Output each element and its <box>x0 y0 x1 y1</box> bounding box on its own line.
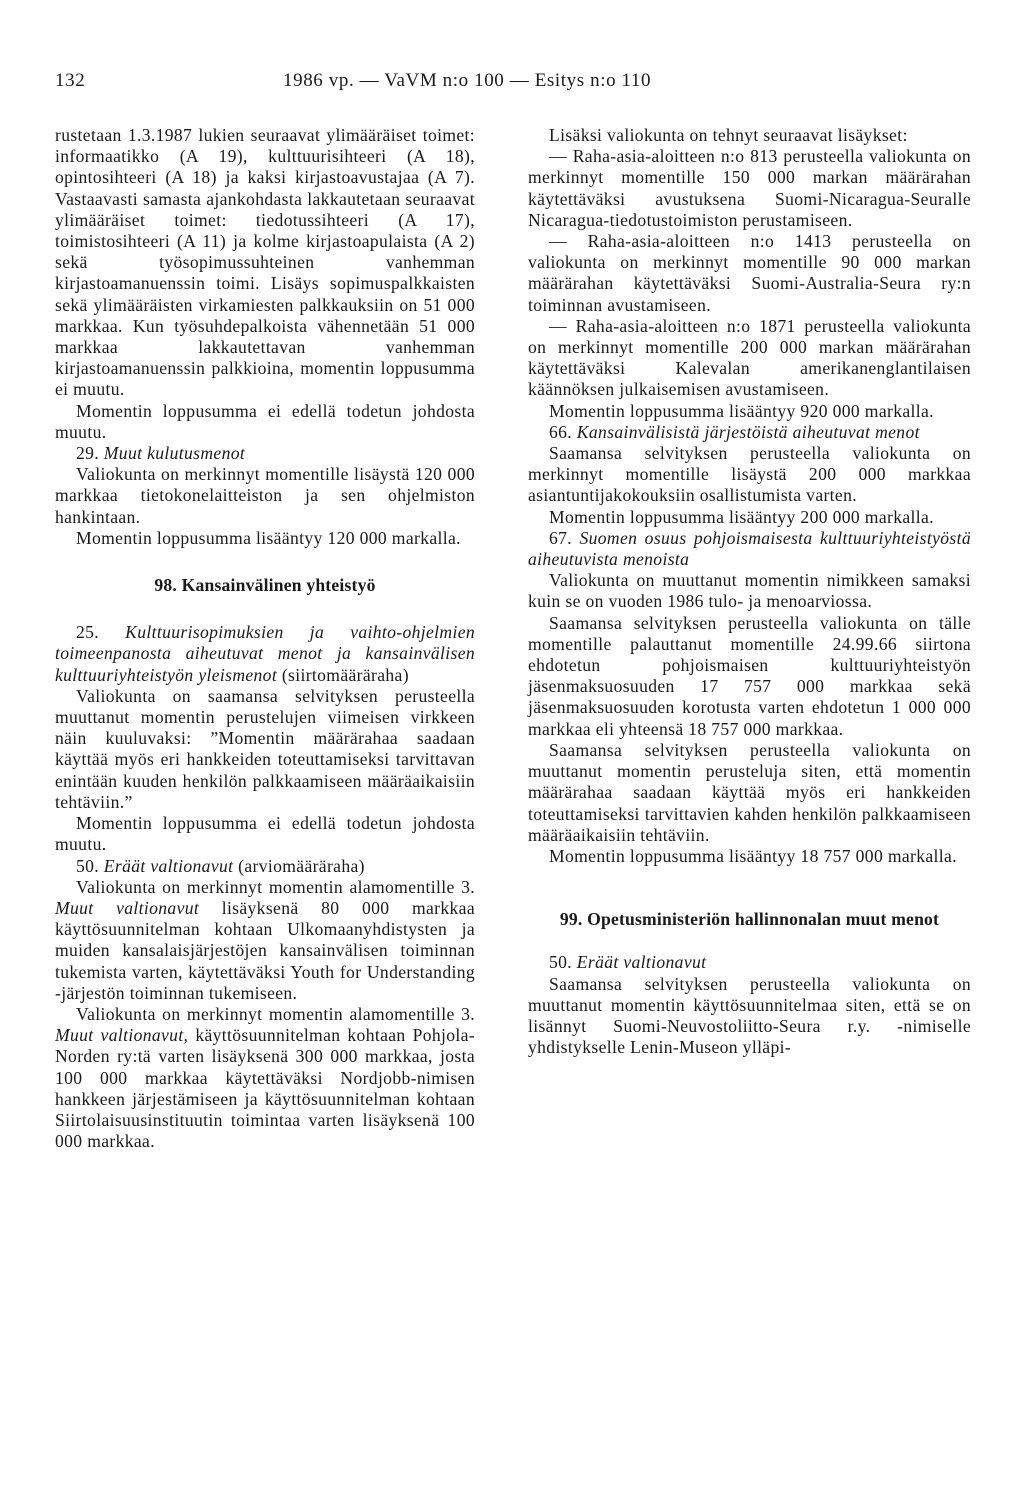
item-heading <box>55 622 475 686</box>
paragraph: Saamansa selvityksen perusteella valiokunta on merkinnyt momentille lisäystä 200 000 markkaa asiantuntijakokouksiin osallistumista varten. <box>528 443 971 506</box>
inline-title: Muut valtionavut <box>55 897 200 918</box>
item-note: (siirtomääräraha) <box>277 664 409 685</box>
running-title: 1986 vp. — VaVM n:o 100 — Esitys n:o 110 <box>283 70 652 91</box>
item-heading <box>528 952 971 973</box>
item-heading <box>55 856 475 877</box>
item-heading <box>528 422 971 443</box>
paragraph: Momentin loppusumma ei edellä todetun johdosta muutu. <box>55 400 475 442</box>
section-heading: 99. Opetusministeriön hallinnonalan muut menot <box>559 909 940 930</box>
inline-title: Muut valtionavut, <box>55 1025 189 1046</box>
paragraph: — Raha-asia-aloitteen n:o 1871 perusteella valiokunta on merkinnyt momentille 200 000 markan määrärahan käytettäväksi Kalevalan amerikanenglantilaisen käännöksen julkaisemisen avustamiseen. <box>528 315 971 400</box>
page-number: 132 <box>55 70 86 91</box>
paragraph: Valiokunta on muuttanut momentin nimikkeen samaksi kuin se on vuoden 1986 tulo- ja menoarviossa. <box>528 570 971 612</box>
item-number: 29. <box>76 443 100 464</box>
item-title: Muut kulutusmenot <box>103 443 246 464</box>
paragraph: Momentin loppusumma lisääntyy 18 757 000 markalla. <box>549 845 957 866</box>
paragraph: — Raha-asia-aloitteen n:o 1413 perusteella on valiokunta on merkinnyt momentille 90 000 markan määrärahan käytettäväksi Suomi-Australia-Seura ry:n toiminnan avustamiseen. <box>528 231 971 315</box>
item-note: (arviomääräraha) <box>233 855 365 876</box>
text-run: Valiokunta on merkinnyt momentin alamomentille 3. <box>76 876 475 897</box>
text-run: käyttösuunnitelman kohtaan Pohjola-Norden ry:tä varten lisäyksenä 300 000 markkaa, josta 100 000 markkaa käytettäväksi Nordjobb-nimisen hankkeen järjestämiseen ja käyttösuunnitelman kohtaan Siirtolaisuusinstituutin toimintaa varten lisäyksenä 100 000 markkaa. <box>55 1025 475 1152</box>
paragraph: Saamansa selvityksen perusteella valiokunta on tälle momentille palauttanut momentille 24.99.66 siirtona ehdotetun pohjoismaisen kulttuuriyhteistyön jäsenmaksuosuuden 17 757 000 markkaa sekä jäsenmaksuosuuden korotusta varten ehdotetun 1 000 000 markkaa eli yhteensä 18 757 000 markkaa. <box>528 612 971 739</box>
paragraph <box>55 877 475 1004</box>
text-run: Valiokunta on merkinnyt momentin alamomentille 3. <box>76 1003 475 1024</box>
section-heading: 98. Kansainvälinen yhteistyö <box>154 575 376 596</box>
page-header <box>55 66 975 96</box>
paragraph: Momentin loppusumma lisääntyy 200 000 markalla. <box>549 506 934 527</box>
paragraph: Saamansa selvityksen perusteella valiokunta on muuttanut momentin käyttösuunnitelmaa siten, että se on lisännyt Suomi-Neuvostoliitto-Seura r.y. -nimiselle yhdistykselle Lenin-Museon ylläpi- <box>528 973 971 1058</box>
item-heading <box>55 443 475 464</box>
paragraph: Valiokunta on merkinnyt momentille lisäystä 120 000 markkaa tietokonelaitteiston ja sen ohjelmiston hankintaan. <box>55 464 475 527</box>
item-title: Eräät valtionavut <box>576 952 707 973</box>
paragraph: Saamansa selvityksen perusteella valiokunta on muuttanut momentin perusteluja siten, että momentin määrärahaa saadaan käyttää myös eri hankkeiden toteuttamiseksi tarvittavien kahden henkilön palkkaamiseen määräaikaisiin tehtäviin. <box>528 739 971 845</box>
paragraph <box>55 1004 475 1152</box>
paragraph: Valiokunta on saamansa selvityksen perusteella muuttanut momentin perustelujen viimeisen virkkeen näin kuuluvaksi: ”Momentin määrärahaa saadaan käyttää myös eri hankkeiden toteuttamiseksi tarvittavan enintään kuuden henkilön palkkaamiseen määräaikaisiin tehtäviin.” <box>55 685 475 812</box>
item-title: Suomen osuus pohjoismaisesta kulttuuriyhteistyöstä aiheutuvista menoista <box>528 527 971 570</box>
text-run: lisäyksenä 80 000 markkaa käyttösuunnitelman kohtaan Ulkomaanyhdistysten ja muiden kansalaisjärjestöjen kansainvälisen toiminnan tukemista varten, käytettäväksi Youth for Understanding -järjestön toiminnan tukemiseen. <box>55 897 475 1003</box>
item-number: 50. <box>549 952 573 973</box>
item-number: 66. <box>549 421 573 442</box>
item-number: 67. <box>549 527 573 548</box>
item-number: 25. <box>76 622 100 643</box>
right-column <box>528 125 971 1058</box>
item-title: Kansainvälisistä järjestöistä aiheutuvat menot <box>576 421 920 442</box>
item-title: Eräät valtionavut <box>103 855 234 876</box>
item-heading <box>528 528 971 570</box>
item-title: Kulttuurisopimuksien ja vaihto-ohjelmien toimeenpanosta aiheutuvat menot ja kansainvälisen kulttuuriyhteistyön yleismenot <box>55 622 476 685</box>
paragraph: Momentin loppusumma lisääntyy 920 000 markalla. <box>549 400 934 421</box>
paragraph: rustetaan 1.3.1987 lukien seuraavat ylimääräiset toimet: informaatikko (A 19), kulttuurisihteeri (A 18), opintosihteeri (A 18) ja kaksi kirjastoavustajaa (A 7). Vastaavasti samasta ajankohdasta lakkautetaan seuraavat ylimääräiset toimet: tiedotussihteeri (A 17), toimistosihteeri (A 11) ja kolme kirjastoapulaista (A 2) sekä työsopimussuhteinen vanhemman kirjastoamanuenssin toimi. Lisäys sopimuspalkkaisten sekä ylimääräisten virkamiesten palkkauksiin on 51 000 markkaa. Kun työsuhdepalkoista vähennetään 51 000 markkaa lakkautettavan vanhemman kirjastoamanuenssin palkkioina, momentin loppusumma ei muutu. <box>55 125 475 400</box>
paragraph: — Raha-asia-aloitteen n:o 813 perusteella valiokunta on merkinnyt momentille 150 000 markan määrärahan käytettäväksi avustuksena Suomi-Nicaragua-Seuralle Nicaragua-tiedotustoimiston perustamiseen. <box>528 146 971 230</box>
paragraph: Momentin loppusumma lisääntyy 120 000 markalla. <box>76 527 461 548</box>
left-column <box>55 125 475 1152</box>
paragraph: Lisäksi valiokunta on tehnyt seuraavat lisäykset: <box>549 125 908 145</box>
paragraph: Momentin loppusumma ei edellä todetun johdosta muutu. <box>55 813 475 855</box>
item-number: 50. <box>76 855 100 876</box>
